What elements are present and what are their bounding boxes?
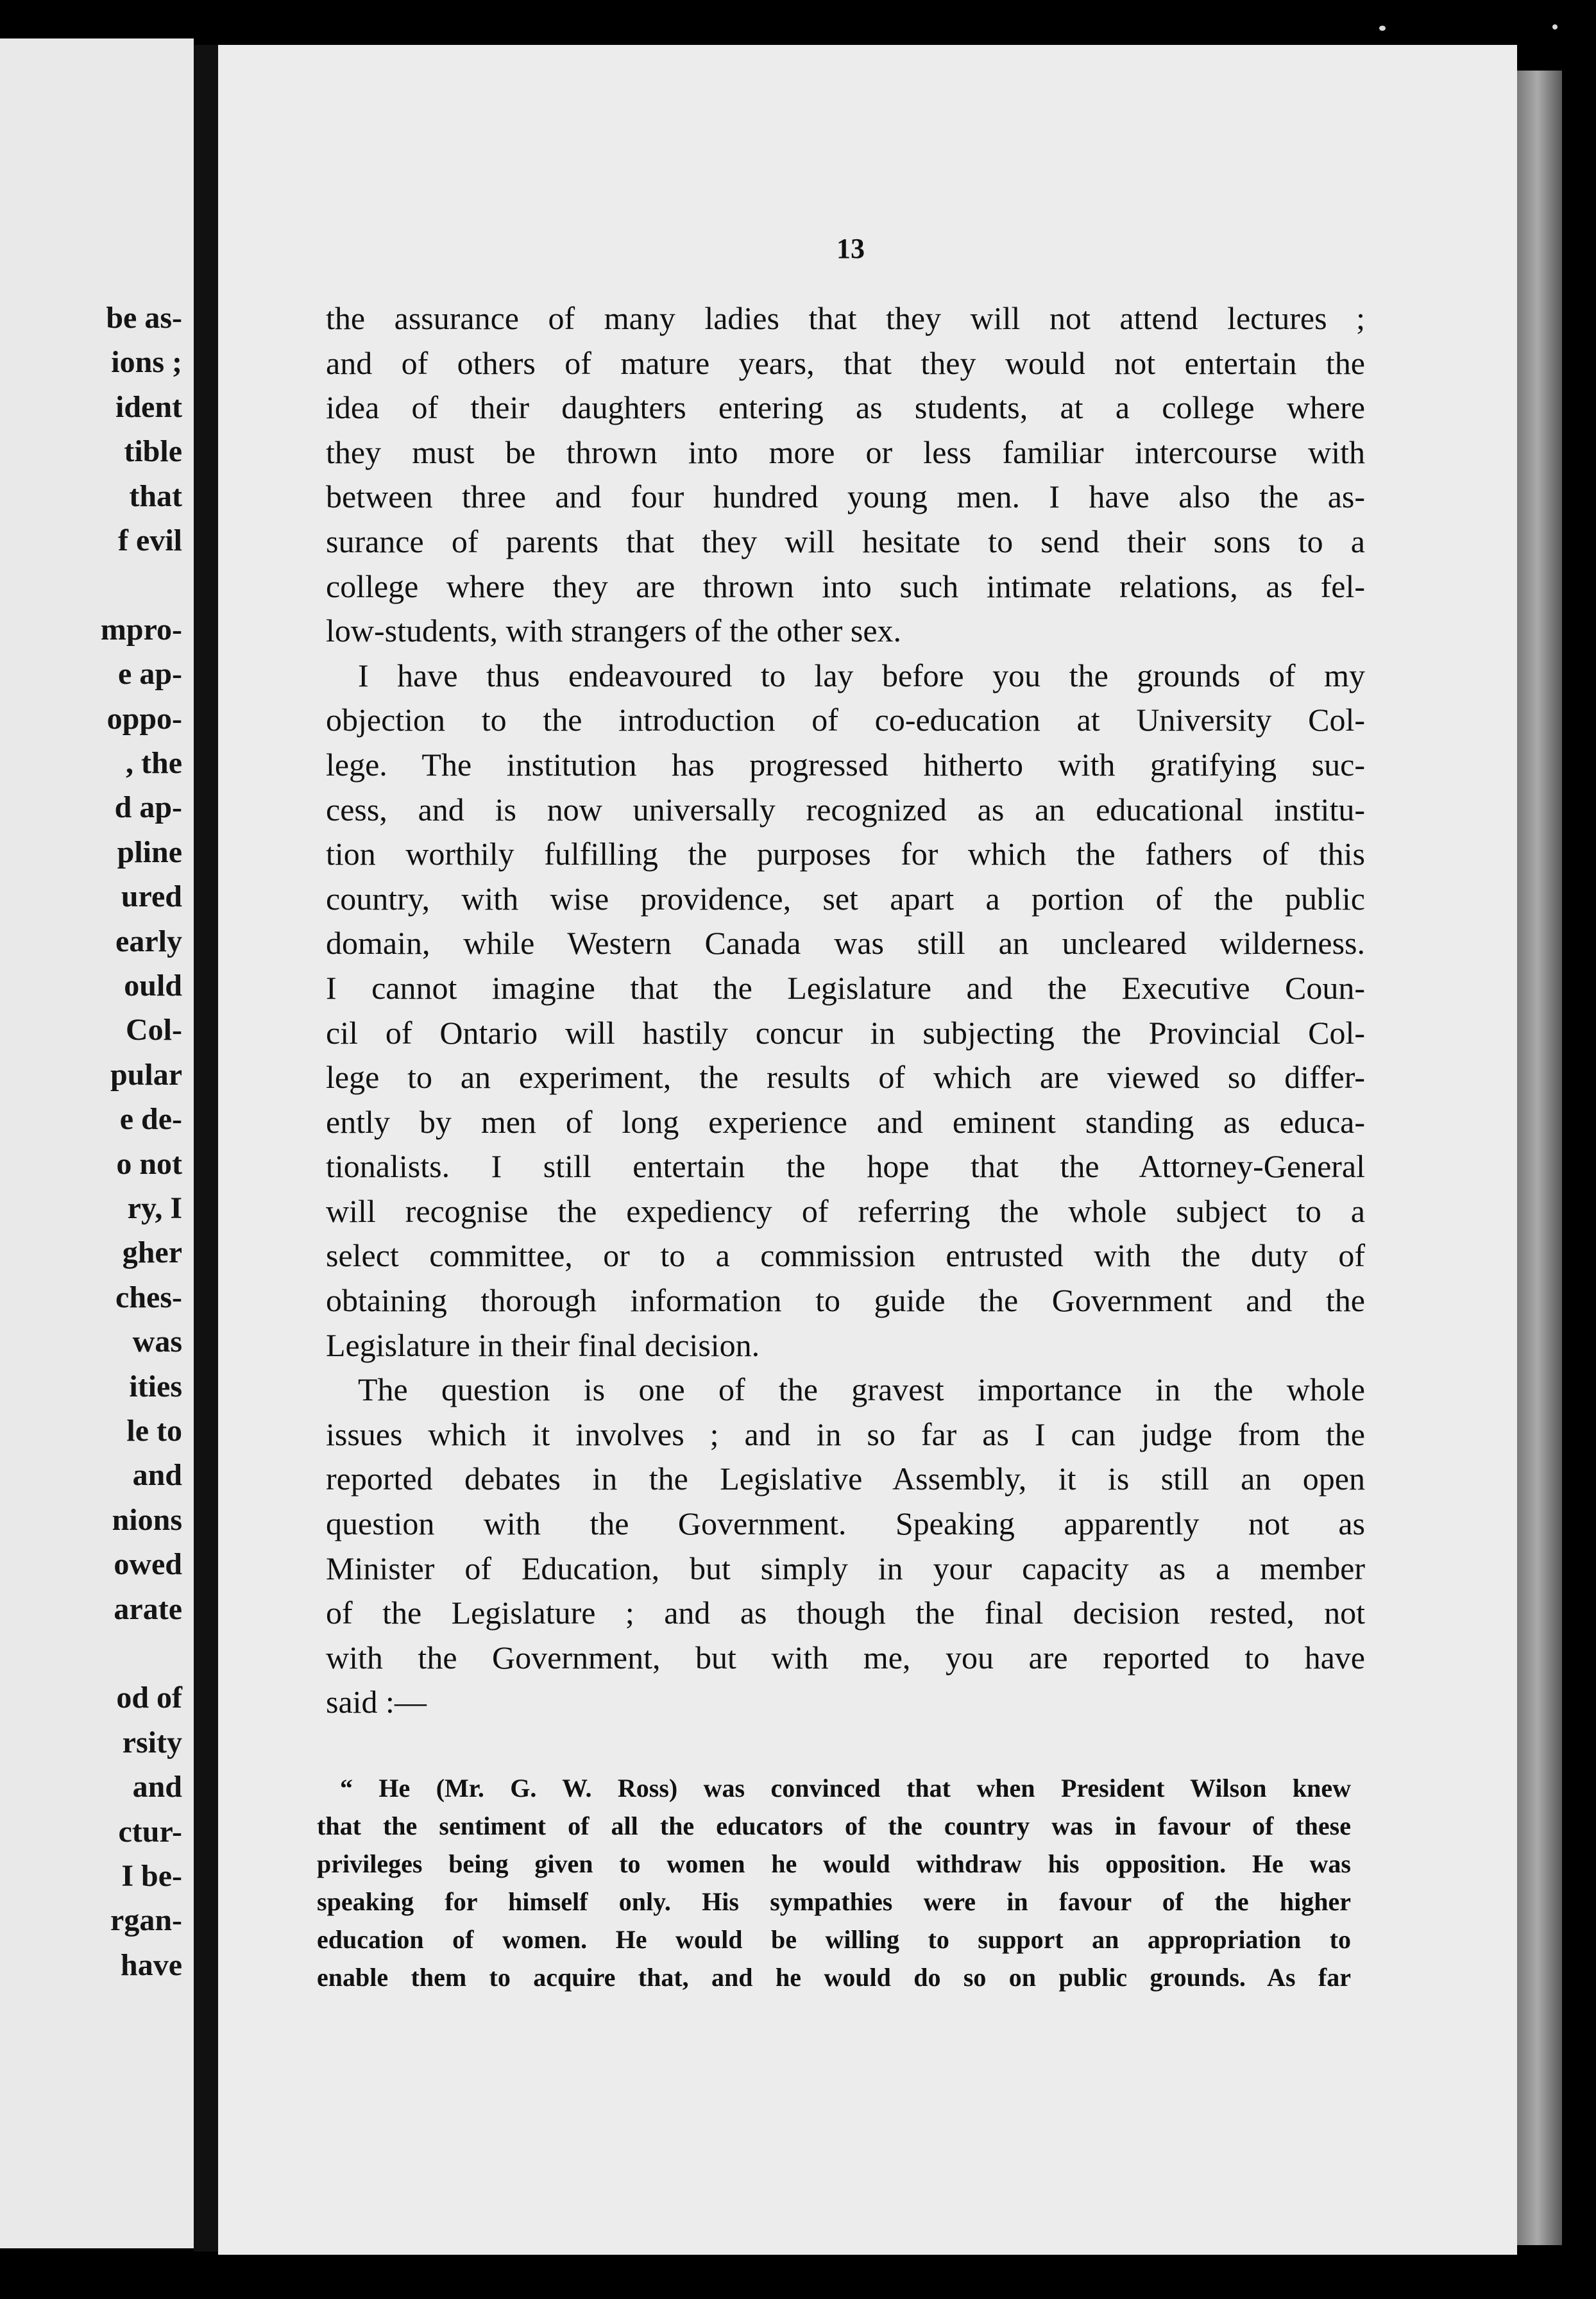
previous-page-line: f evil — [118, 523, 182, 557]
body-line: I cannot imagine that the Legislature and the Executive Coun- — [326, 969, 1365, 1006]
body-line: and of others of mature years, that they would not entertain the — [326, 344, 1365, 381]
previous-page-line: le to — [126, 1414, 182, 1448]
body-line: tionalists. I still entertain the hope that the Attorney-General — [326, 1148, 1365, 1185]
previous-page-line: and — [132, 1770, 182, 1804]
previous-page-line: tible — [124, 434, 182, 469]
paper-speck — [1379, 26, 1386, 31]
body-line: tion worthily fulfilling the purposes for which the fathers of this — [326, 836, 1365, 872]
body-line: issues which it involves ; and in so far as I can judge from the — [326, 1416, 1365, 1452]
body-line: will recognise the expediency of referring the whole subject to a — [326, 1192, 1365, 1229]
body-line: Legislature in their final decision. — [326, 1327, 760, 1363]
previous-page-line: was — [132, 1325, 182, 1359]
previous-page-line: I be- — [121, 1859, 182, 1893]
body-line: college where they are thrown into such intimate relations, as fel- — [326, 568, 1365, 604]
body-line: idea of their daughters entering as students, at a college where — [326, 389, 1365, 426]
body-line: lege to an experiment, the results of which are viewed so differ- — [326, 1059, 1365, 1096]
quote-line: privileges being given to women he would withdraw his opposition. He was — [317, 1849, 1351, 1878]
previous-page-line: nions — [112, 1502, 182, 1537]
quote-line: education of women. He would be willing to support an appropriation to — [317, 1925, 1351, 1954]
previous-page-line: ities — [129, 1369, 182, 1404]
previous-page-line: od of — [116, 1681, 182, 1715]
previous-page-line: rsity — [122, 1725, 182, 1760]
quote-line: “ He (Mr. G. W. Ross) was convinced that when President Wilson knew — [340, 1774, 1351, 1803]
previous-page-line: Col- — [126, 1013, 182, 1048]
letter-body — [326, 296, 1365, 1725]
book-gutter — [194, 45, 219, 2252]
previous-page-line: owed — [114, 1547, 182, 1582]
body-line: Minister of Education, but simply in your capacity as a member — [326, 1550, 1365, 1586]
body-line: objection to the introduction of co-education at University Col- — [326, 702, 1365, 738]
previous-page-line: pular — [110, 1057, 182, 1092]
previous-page-line: pline — [117, 835, 182, 869]
body-line: with the Government, but with me, you are reported to have — [326, 1639, 1365, 1675]
quote-line: enable them to acquire that, and he would do so on public grounds. As far — [317, 1963, 1351, 1992]
body-line: country, with wise providence, set apart a portion of the public — [326, 880, 1365, 917]
previous-page-line: , the — [126, 746, 182, 780]
paper-speck — [1552, 24, 1558, 30]
body-line: ently by men of long experience and eminent standing as educa- — [326, 1103, 1365, 1140]
previous-page-fragment — [0, 38, 194, 2248]
quoted-statement — [317, 1769, 1351, 1996]
previous-page-line: early — [115, 924, 182, 958]
body-line: I have thus endeavoured to lay before you the grounds of my — [358, 657, 1365, 693]
previous-page-line: rgan- — [110, 1903, 182, 1938]
body-line: domain, while Western Canada was still an uncleared wilderness. — [326, 925, 1365, 962]
previous-page-line: ould — [124, 969, 182, 1003]
body-line: between three and four hundred young men. I have also the as- — [326, 479, 1365, 515]
previous-page-line: gher — [122, 1235, 182, 1270]
body-line: question with the Government. Speaking apparently not as — [326, 1506, 1365, 1542]
page-number: 13 — [836, 233, 865, 264]
previous-page-line: and — [132, 1458, 182, 1493]
quote-line: that the sentiment of all the educators of the country was in favour of these — [317, 1811, 1351, 1840]
body-line: select committee, or to a commission entrusted with the duty of — [326, 1237, 1365, 1274]
body-line: of the Legislature ; and as though the final decision rested, not — [326, 1595, 1365, 1631]
previous-page-line: e ap- — [118, 657, 182, 691]
previous-page-line: arate — [114, 1591, 182, 1626]
page-edge-shadow — [1517, 71, 1562, 2245]
body-line: low-students, with strangers of the other sex. — [326, 613, 902, 649]
body-line: reported debates in the Legislative Assembly, it is still an open — [326, 1461, 1365, 1497]
body-line: The question is one of the gravest importance in the whole — [358, 1371, 1365, 1408]
previous-page-line: ured — [121, 879, 182, 914]
previous-page-line: be as- — [106, 301, 182, 335]
previous-page-line: that — [129, 479, 182, 513]
quote-line: speaking for himself only. His sympathies were in favour of the higher — [317, 1887, 1351, 1916]
previous-page-line: ions ; — [111, 345, 182, 380]
previous-page-line: ches- — [115, 1280, 182, 1314]
body-line: the assurance of many ladies that they will not attend lectures ; — [326, 300, 1365, 336]
body-line: said :— — [326, 1684, 427, 1720]
body-line: cess, and is now universally recognized as an educational institu- — [326, 791, 1365, 827]
previous-page-line: mpro- — [100, 612, 182, 647]
body-line: surance of parents that they will hesitate to send their sons to a — [326, 523, 1365, 559]
previous-page-line: e de- — [119, 1102, 182, 1137]
body-line: cil of Ontario will hastily concur in subjecting the Provincial Col- — [326, 1014, 1365, 1051]
previous-page-line: o not — [116, 1146, 182, 1181]
previous-page-line: d ap- — [114, 790, 182, 825]
body-line: lege. The institution has progressed hitherto with gratifying suc- — [326, 746, 1365, 783]
previous-page-line: ry, I — [127, 1191, 182, 1225]
previous-page-line: oppo- — [106, 701, 182, 736]
previous-page-line: have — [121, 1947, 182, 1982]
previous-page-line: ctur- — [118, 1814, 182, 1849]
body-line: obtaining thorough information to guide the Government and the — [326, 1282, 1365, 1319]
previous-page-line: ident — [115, 389, 182, 424]
body-line: they must be thrown into more or less familiar intercourse with — [326, 434, 1365, 470]
